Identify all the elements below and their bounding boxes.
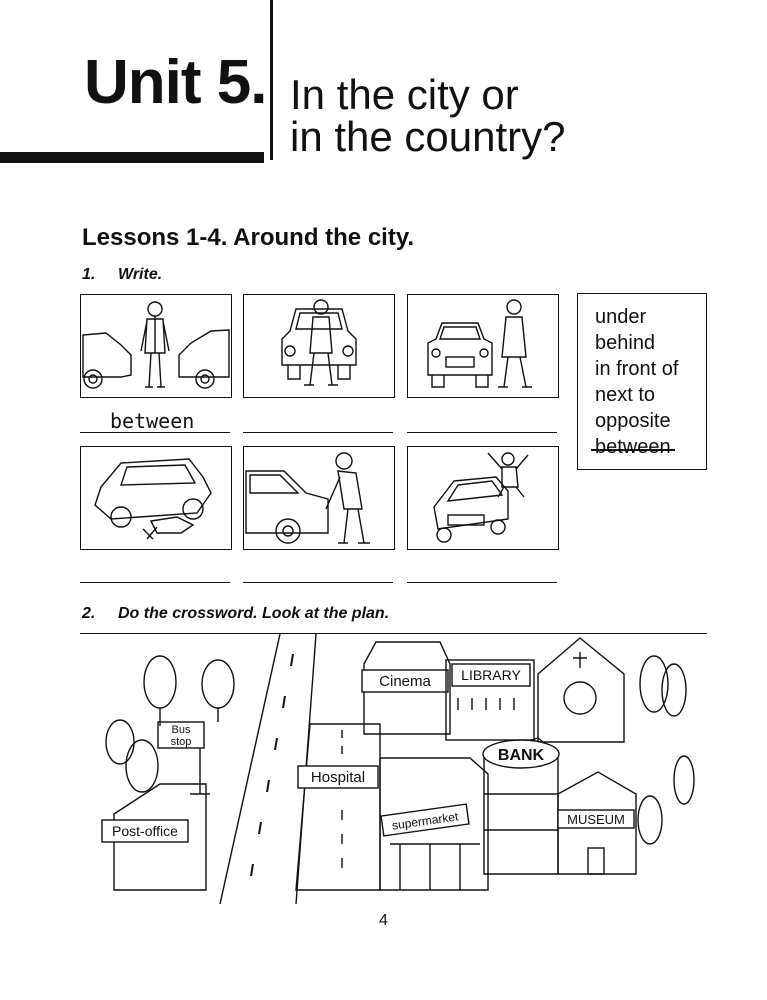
picture-man-between-cars bbox=[80, 294, 232, 398]
museum-label: MUSEUM bbox=[567, 812, 625, 827]
word-bank-item: opposite bbox=[595, 410, 671, 432]
task-1-heading bbox=[82, 266, 162, 284]
word-bank-item-crossed-out: between bbox=[595, 436, 671, 458]
task-1-number: 1. bbox=[82, 266, 96, 283]
tree-icon bbox=[674, 756, 694, 804]
picture-man-under-car bbox=[80, 446, 232, 550]
museum-door bbox=[588, 848, 604, 874]
cinema-label: Cinema bbox=[379, 673, 431, 690]
tree-icon bbox=[106, 720, 134, 764]
city-plan bbox=[80, 634, 707, 904]
word-bank-item: under bbox=[595, 306, 647, 328]
picture-man-next-to-car bbox=[407, 294, 559, 398]
church-window bbox=[564, 682, 596, 714]
answer-line-2[interactable] bbox=[243, 432, 393, 433]
answer-line-4[interactable] bbox=[80, 582, 230, 583]
picture-man-on-car bbox=[407, 446, 559, 550]
unit-subtitle-line-2: in the country? bbox=[290, 113, 566, 160]
task-2-heading bbox=[82, 605, 389, 623]
word-bank-item: behind bbox=[595, 332, 656, 354]
hospital-label: Hospital bbox=[310, 769, 366, 786]
page-number: 4 bbox=[379, 912, 388, 929]
unit-subtitle bbox=[290, 71, 566, 160]
supermarket-label: supermarket bbox=[391, 809, 460, 833]
unit-underline-bar bbox=[0, 152, 264, 163]
example-answer: between bbox=[110, 409, 195, 433]
cross-icon bbox=[573, 652, 587, 668]
picture-man-behind-car bbox=[243, 446, 395, 550]
tree-icon bbox=[202, 660, 234, 708]
tree-icon bbox=[144, 656, 176, 708]
unit-title: Unit 5. bbox=[84, 48, 267, 117]
hospital-building bbox=[296, 724, 380, 890]
tree-icon bbox=[638, 796, 662, 844]
library-label: LIBRARY bbox=[461, 667, 521, 683]
bank-label: BANK bbox=[497, 747, 545, 764]
answer-line-3[interactable] bbox=[407, 432, 557, 433]
bus-stop-label: Bus bbox=[171, 724, 191, 736]
word-bank-item: next to bbox=[595, 384, 656, 406]
tree-icon bbox=[662, 664, 686, 716]
road-edge-left bbox=[220, 634, 280, 904]
bus-stop-label: stop bbox=[170, 736, 192, 748]
answer-line-6[interactable] bbox=[407, 582, 557, 583]
answer-line-5[interactable] bbox=[243, 582, 393, 583]
tree-icon bbox=[126, 740, 158, 792]
lesson-title: Lessons 1-4. Around the city. bbox=[82, 224, 415, 251]
post-office-label: Post-office bbox=[112, 823, 178, 839]
road-center-marks bbox=[251, 654, 293, 876]
word-bank bbox=[595, 304, 678, 460]
church-building bbox=[538, 638, 624, 742]
task-2-instruction: Do the crossword. Look at the plan. bbox=[118, 605, 390, 622]
picture-man-in-front-of-car bbox=[243, 294, 395, 398]
task-2-number: 2. bbox=[82, 605, 96, 622]
task-1-instruction: Write. bbox=[118, 266, 163, 283]
word-bank-item: in front of bbox=[595, 358, 679, 380]
unit-subtitle-line-1: In the city or bbox=[290, 71, 519, 118]
